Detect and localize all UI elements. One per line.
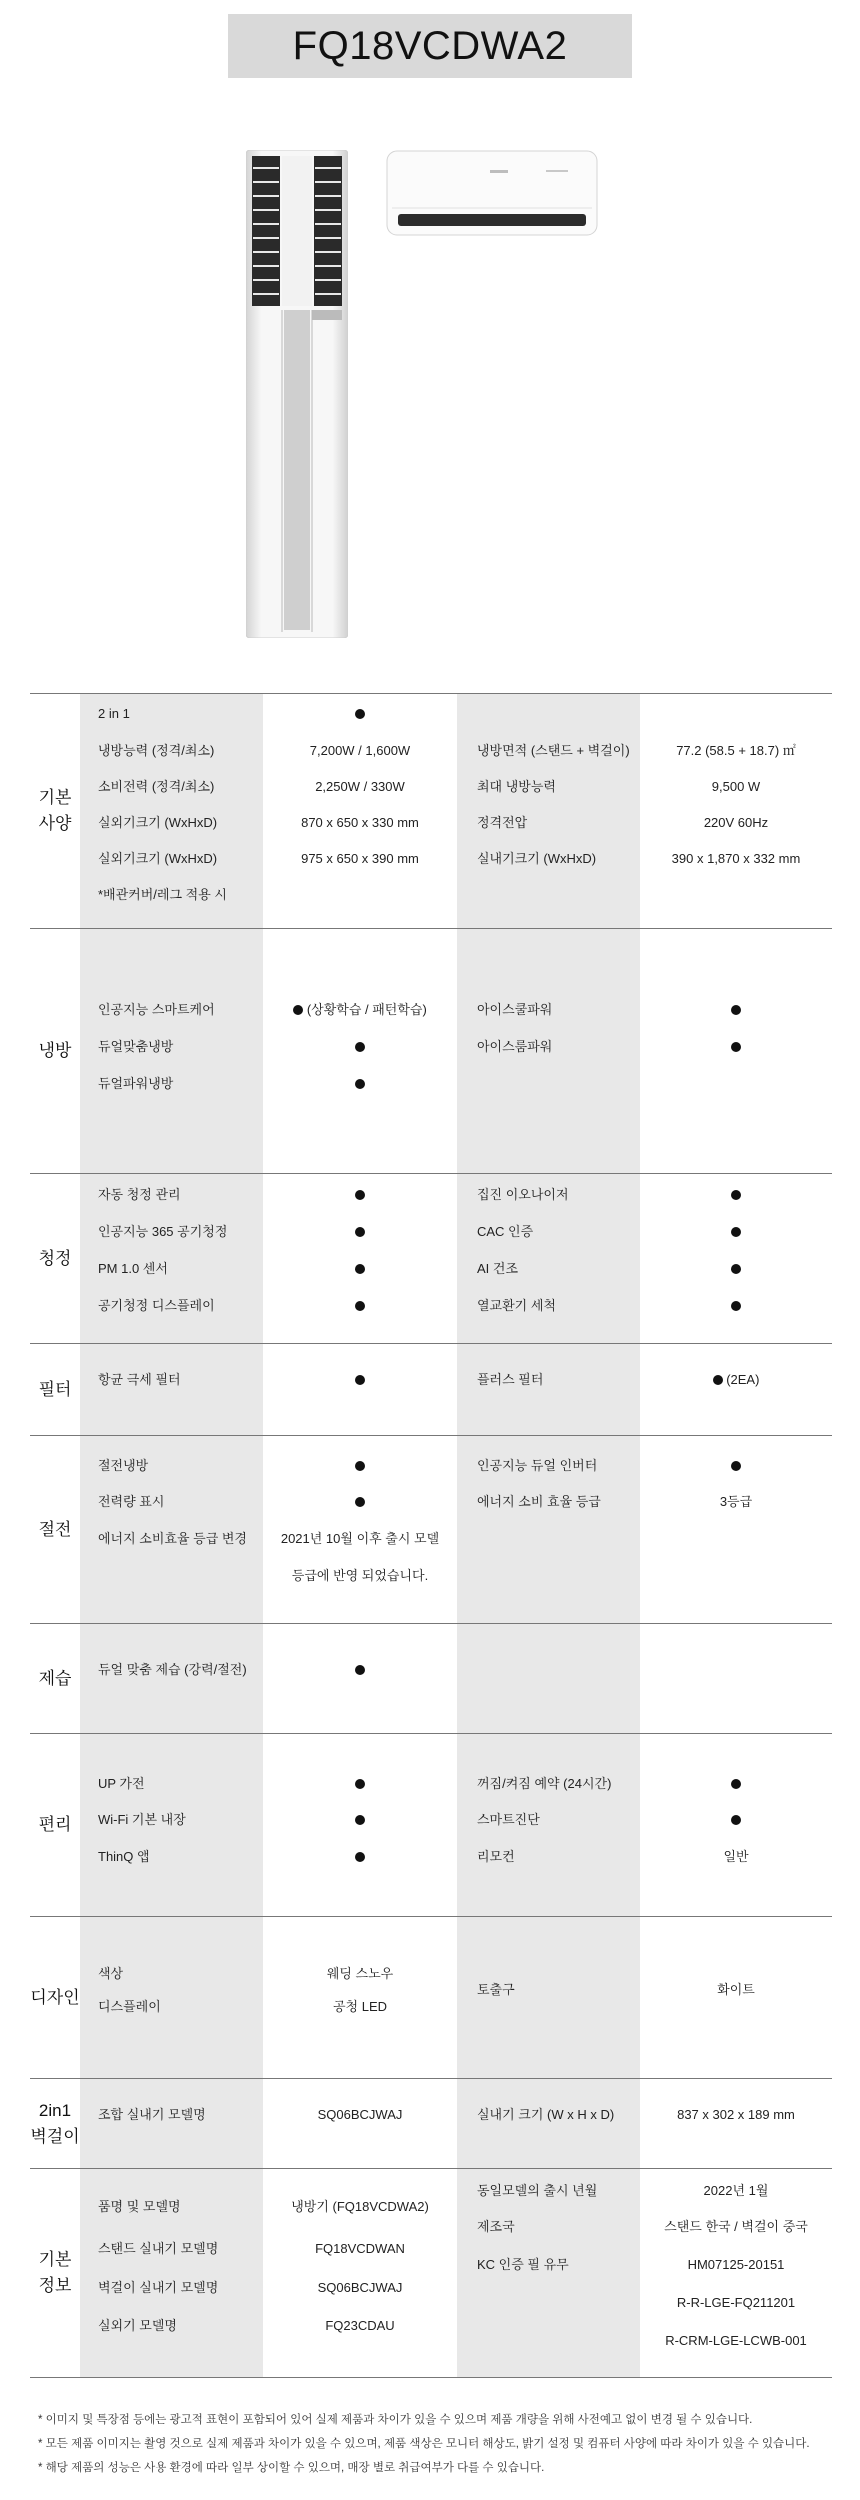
- spec-label: UP 가전: [98, 1776, 145, 1791]
- bullet-dot-icon: [355, 1461, 365, 1471]
- spec-value: 975 x 650 x 390 mm: [301, 851, 419, 866]
- bullet-dot-icon: [355, 1079, 365, 1089]
- bullet-dot-icon: [355, 1497, 365, 1507]
- spec-label: 실외기크기 (WxHxD): [98, 815, 218, 830]
- spec-value: [640, 1038, 832, 1056]
- note-line: * 해당 제품의 성능은 사용 환경에 따라 일부 상이할 수 있으며, 매장 별로 취급여부가 다를 수 있습니다.: [38, 2462, 545, 2474]
- spec-section: [30, 2168, 832, 2378]
- spec-label: 듀얼맞춤냉방: [98, 1039, 174, 1054]
- section-category: 기본 정보: [38, 2250, 72, 2295]
- spec-value: 837 x 302 x 189 mm: [677, 2107, 795, 2122]
- spec-label: 듀얼파워냉방: [98, 1076, 174, 1091]
- spec-label: 인공지능 듀얼 인버터: [477, 1458, 598, 1473]
- spec-value: [640, 1775, 832, 1793]
- spec-value: [263, 1223, 457, 1241]
- stand-unit-image: [246, 150, 348, 638]
- spec-value: 냉방기 (FQ18VCDWA2): [291, 2199, 429, 2214]
- spec-value: [263, 1493, 457, 1511]
- spec-value: 7,200W / 1,600W: [309, 743, 411, 758]
- spec-value: R-CRM-LGE-LCWB-001: [665, 2333, 807, 2348]
- bullet-dot-icon: [731, 1815, 741, 1825]
- spec-value: [640, 1811, 832, 1829]
- spec-label: 집진 이오나이저: [477, 1187, 569, 1202]
- bullet-dot-icon: [731, 1227, 741, 1237]
- spec-value: [263, 1775, 457, 1793]
- note-line: * 이미지 및 특장점 등에는 광고적 표현이 포함되어 있어 실제 제품과 차이가 있을 수 있으며 제품 개량을 위해 사전예고 없이 변경 될 수 있습니다.: [38, 2414, 753, 2426]
- spec-value: [263, 1371, 457, 1389]
- spec-label: 조합 실내기 모델명: [98, 2107, 206, 2122]
- spec-label: 동일모델의 출시 년월: [477, 2183, 598, 2198]
- spec-value: [263, 1075, 457, 1093]
- spec-value: [640, 1223, 832, 1241]
- spec-value: 화이트: [717, 1982, 755, 1997]
- section-category: 냉방: [38, 1041, 72, 1060]
- spec-label: 소비전력 (정격/최소): [98, 779, 215, 794]
- spec-value: 77.2 (58.5 + 18.7) ㎡: [676, 743, 796, 758]
- section-category: 편리: [38, 1815, 72, 1834]
- spec-section: [30, 1733, 832, 1916]
- spec-value: [263, 705, 457, 723]
- bullet-dot-icon: [731, 1779, 741, 1789]
- spec-label: 토출구: [477, 1982, 515, 1997]
- spec-label: 벽걸이 실내기 모델명: [98, 2280, 219, 2295]
- spec-label: 자동 청정 관리: [98, 1187, 181, 1202]
- bullet-dot-icon: [355, 1779, 365, 1789]
- section-category: 제습: [38, 1668, 72, 1688]
- spec-value: [263, 1848, 457, 1866]
- spec-label: 인공지능 365 공기청정: [98, 1224, 228, 1239]
- spec-value: 9,500 W: [711, 779, 761, 794]
- spec-label: 최대 냉방능력: [477, 779, 556, 794]
- spec-value: [640, 1457, 832, 1475]
- spec-label: 공기청정 디스플레이: [98, 1298, 215, 1313]
- bullet-dot-icon: [355, 709, 365, 719]
- bullet-dot-icon: [293, 1005, 303, 1015]
- spec-label: 제조국: [477, 2219, 515, 2234]
- spec-value: FQ23CDAU: [325, 2318, 395, 2333]
- spec-value: [263, 1661, 457, 1679]
- spec-label: Wi-Fi 기본 내장: [98, 1812, 186, 1827]
- spec-value: 일반: [723, 1849, 749, 1864]
- spec-value: [640, 1001, 832, 1019]
- spec-value: [640, 1186, 832, 1204]
- spec-value: 2021년 10월 이후 출시 모델: [280, 1531, 440, 1546]
- note-line: * 모든 제품 이미지는 촬영 것으로 실제 제품과 차이가 있을 수 있으며, 제품 색상은 모니터 해상도, 밝기 설정 및 컴퓨터 사양에 따라 차이가 있을 수 있습니다.: [38, 2438, 810, 2450]
- spec-label: PM 1.0 센서: [98, 1261, 168, 1276]
- spec-label: 절전냉방: [98, 1458, 149, 1473]
- spec-label: 스마트진단: [477, 1812, 540, 1827]
- spec-value: 220V 60Hz: [703, 815, 769, 830]
- section-category: 청정: [38, 1248, 72, 1268]
- spec-value: (상황학습 / 패턴학습): [263, 1001, 457, 1019]
- spec-label: 전력량 표시: [98, 1494, 165, 1509]
- spec-value: 2,250W / 330W: [315, 779, 405, 794]
- spec-label: 열교환기 세척: [477, 1298, 556, 1313]
- spec-value: 870 x 650 x 330 mm: [301, 815, 419, 830]
- spec-label: *배관커버/레그 적용 시: [98, 887, 227, 902]
- spec-value: [640, 1260, 832, 1278]
- wall-unit-image: [386, 150, 598, 238]
- spec-label: 2 in 1: [98, 706, 130, 721]
- spec-label: 색상: [98, 1966, 124, 1981]
- spec-label: 아이스룸파워: [477, 1039, 553, 1054]
- bullet-dot-icon: [731, 1264, 741, 1274]
- spec-value: [640, 1297, 832, 1315]
- spec-label: 정격전압: [477, 815, 528, 830]
- spec-label: 실내기 크기 (W x H x D): [477, 2107, 615, 2122]
- spec-section: [30, 1173, 832, 1343]
- spec-value: [263, 1038, 457, 1056]
- spec-section: [30, 1343, 832, 1435]
- bullet-dot-icon: [355, 1042, 365, 1052]
- bullet-dot-icon: [731, 1042, 741, 1052]
- spec-value: [263, 1297, 457, 1315]
- spec-section: [30, 693, 832, 928]
- spec-value: 공청 LED: [332, 1999, 388, 2014]
- bullet-dot-icon: [731, 1301, 741, 1311]
- spec-label: KC 인증 필 유무: [477, 2257, 569, 2272]
- bullet-dot-icon: [355, 1815, 365, 1825]
- spec-value: 등급에 반영 되었습니다.: [291, 1568, 429, 1583]
- spec-value: 3등급: [719, 1494, 753, 1509]
- spec-value: 스탠드 한국 / 벽걸이 중국: [664, 2219, 808, 2234]
- bullet-dot-icon: [355, 1375, 365, 1385]
- spec-section: [30, 1435, 832, 1623]
- spec-value: [263, 1457, 457, 1475]
- spec-value: 웨딩 스노우: [326, 1966, 394, 1981]
- spec-value: FQ18VCDWAN: [315, 2241, 405, 2256]
- spec-label: 실외기 모델명: [98, 2318, 177, 2333]
- disclaimer-notes: [38, 2408, 838, 2480]
- spec-value: R-R-LGE-FQ211201: [676, 2295, 796, 2310]
- spec-label: 냉방능력 (정격/최소): [98, 743, 215, 758]
- spec-label: 리모컨: [477, 1849, 515, 1864]
- spec-section: [30, 1916, 832, 2078]
- spec-value: (2EA): [640, 1371, 832, 1389]
- bullet-dot-icon: [355, 1264, 365, 1274]
- spec-label: 항균 극세 필터: [98, 1372, 181, 1387]
- bullet-dot-icon: [713, 1375, 723, 1385]
- spec-label: ThinQ 앱: [98, 1849, 150, 1864]
- spec-value: [263, 1186, 457, 1204]
- spec-label: AI 건조: [477, 1261, 519, 1276]
- spec-value: HM07125-20151: [687, 2257, 785, 2272]
- spec-section: [30, 2078, 832, 2168]
- spec-value: SQ06BCJWAJ: [317, 2280, 403, 2295]
- spec-label: 플러스 필터: [477, 1372, 544, 1387]
- spec-value: SQ06BCJWAJ: [317, 2107, 403, 2122]
- spec-label: 꺼짐/켜짐 예약 (24시간): [477, 1776, 612, 1791]
- bullet-dot-icon: [355, 1227, 365, 1237]
- model-title: FQ18VCDWA2: [228, 14, 632, 78]
- spec-value: 390 x 1,870 x 332 mm: [671, 851, 801, 866]
- bullet-dot-icon: [355, 1301, 365, 1311]
- section-category: 필터: [38, 1379, 72, 1399]
- spec-value: 2022년 1월: [703, 2183, 769, 2198]
- spec-label: CAC 인증: [477, 1224, 534, 1239]
- spec-label: 듀얼 맞춤 제습 (강력/절전): [98, 1662, 247, 1677]
- spec-label: 냉방면적 (스탠드 + 벽걸이): [477, 743, 630, 758]
- section-category: 절전: [38, 1519, 72, 1539]
- spec-label: 실외기크기 (WxHxD): [98, 851, 218, 866]
- spec-label: 실내기크기 (WxHxD): [477, 851, 597, 866]
- spec-label: 에너지 소비 효율 등급: [477, 1494, 601, 1509]
- spec-value: [263, 1811, 457, 1829]
- spec-label: 스탠드 실내기 모델명: [98, 2241, 219, 2256]
- spec-label: 에너지 소비효율 등급 변경: [98, 1531, 247, 1546]
- spec-label: 디스플레이: [98, 1999, 161, 2014]
- bullet-dot-icon: [731, 1190, 741, 1200]
- spec-value: [263, 1260, 457, 1278]
- spec-section: [30, 1623, 832, 1733]
- bullet-dot-icon: [731, 1461, 741, 1471]
- spec-label: 품명 및 모델명: [98, 2199, 181, 2214]
- section-category: 디자인: [30, 1987, 80, 2007]
- spec-label: 아이스쿨파워: [477, 1002, 553, 1017]
- bullet-dot-icon: [355, 1665, 365, 1675]
- bullet-dot-icon: [731, 1005, 741, 1015]
- section-category: 2in1 벽걸이: [30, 2100, 80, 2146]
- section-category: 기본 사양: [38, 788, 72, 833]
- spec-label: 인공지능 스마트케어: [98, 1002, 215, 1017]
- bullet-dot-icon: [355, 1190, 365, 1200]
- spec-section: [30, 928, 832, 1173]
- bullet-dot-icon: [355, 1852, 365, 1862]
